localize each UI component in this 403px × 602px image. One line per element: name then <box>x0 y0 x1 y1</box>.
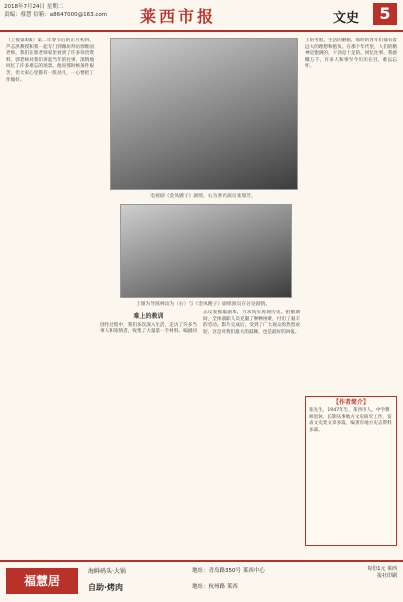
ad-title-1: 海鲜码头·大锅 <box>88 568 126 575</box>
photo-drama-still <box>110 38 298 190</box>
caption-photo-2: 上图为导演林汝为（右）与《金凤嫂子》剧组演员在讨论剧情。 <box>135 302 271 307</box>
article-column-1: （上接第4版）第二年春节后的正月初四，芦志洪教授和我一起专门到潍坊拜访郭维国老师。我们在郭老师家里看到了许多珍贵资料，郭老师对我们讲起当年的往事，深情地回忆了许多难忘的场景。他说那时候条件艰苦，但大家心里都有一股劲儿，一心要把工作做好。 <box>6 38 94 83</box>
article-column-4: 上的考验。生活的磨砺，那时的青年们都有着远大的理想和抱负。在那个年代里，人们的精神是饱满的，干劲是十足的。回忆往事，我感慨万千，许多人和事至今历历在目，难以忘怀。 <box>305 38 397 70</box>
ad-logo: 福慧居 <box>6 568 78 594</box>
header-meta <box>4 3 107 19</box>
author-bio-text: 张先生，1947年生，莱西市人。中学教师退休，长期从事地方文史研究工作，发表文史类文章多篇，编著有地方史志资料多部。 <box>309 408 392 433</box>
ad-title-2: 自助·烤肉 <box>88 583 124 592</box>
author-bio-box <box>305 396 397 546</box>
middle-article <box>100 310 300 554</box>
middle-column <box>100 36 300 554</box>
ad-address-1: 地址：青岛路350号 莱西中心 <box>192 568 265 574</box>
caption-photo-1: 电视剧《金凤嫂子》剧照，右为著名演员张瑞芳。 <box>150 194 256 199</box>
subsection-title: 难上的教训 <box>133 313 164 320</box>
footer-corner: 每份1元 莱西报社印刷 <box>367 566 397 579</box>
ad-address-2: 地址：杭州路 莱西 <box>192 584 238 590</box>
issue-date: 2018年7月24日 星期二 <box>4 4 64 10</box>
page-header <box>0 0 403 32</box>
author-bio-title: 【作者简介】 <box>332 399 369 406</box>
newspaper-brand: 莱西市报 <box>140 7 217 26</box>
footer-ad <box>0 560 403 602</box>
middle-article-body: 创作过程中，我们多次深入生活，走访了许多当事人和知情者，收集了大量第一手材料。编剧同志反复推敲剧本，力求真实再现历史。拍摄期间，全体演职人员克服了种种困难，付出了艰辛的劳动。影片完成后，受到了广大观众的热烈欢迎，这是对我们最大的鼓舞，也是最好的回报。 <box>100 310 300 335</box>
editor-contact: 责编：蔡慧 信箱：a8647000@163.com <box>4 12 108 18</box>
section-name: 文史 <box>332 11 359 26</box>
page-number: 5 <box>373 3 397 25</box>
photo-director-discussion <box>120 204 292 298</box>
